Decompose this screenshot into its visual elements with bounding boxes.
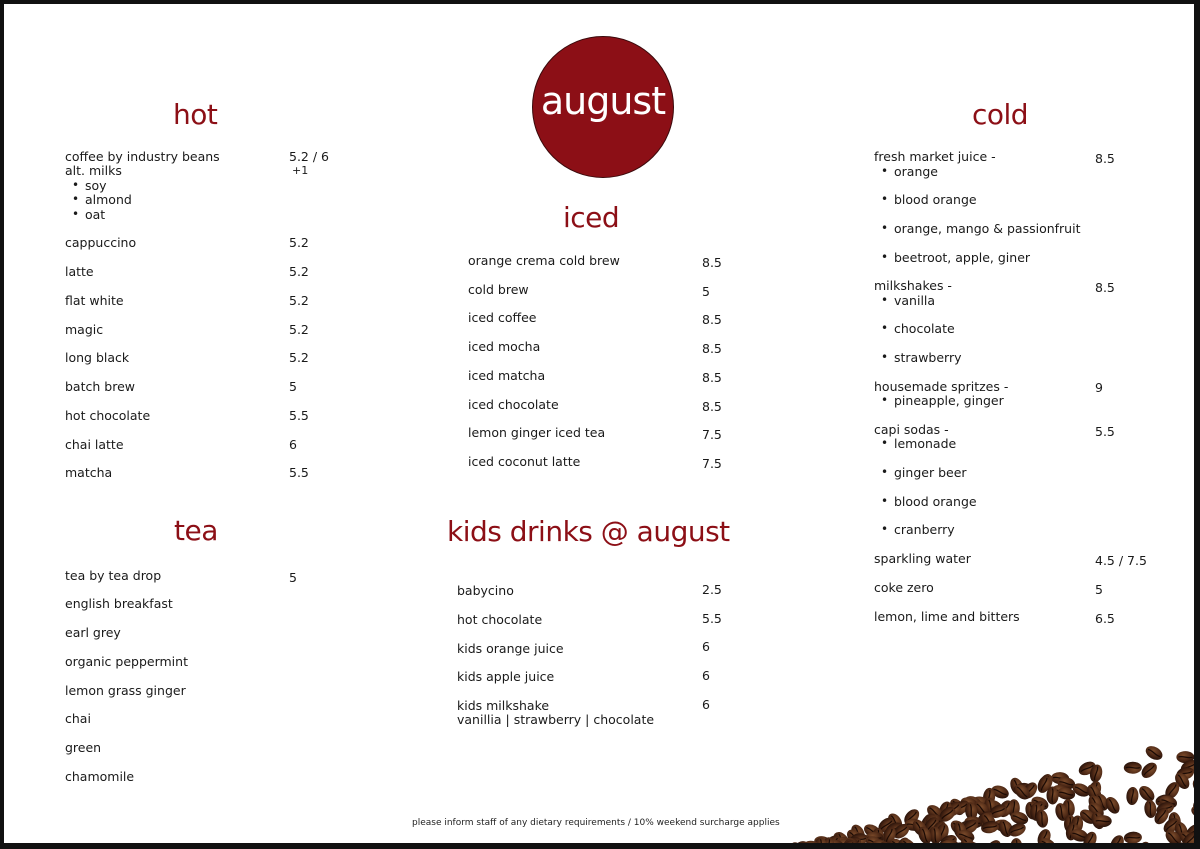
coffee-bean: [1126, 787, 1140, 806]
menu-option: • cranberry: [894, 522, 955, 537]
coffee-bean: [846, 843, 865, 849]
menu-price: 8.5: [702, 370, 722, 385]
cold-heading: cold: [972, 98, 1029, 131]
coffee-beans-image: [784, 724, 1200, 849]
menu-price: 5.2: [289, 235, 309, 250]
menu-price: 8.5: [1095, 151, 1115, 166]
coffee-bean: [1190, 776, 1200, 798]
menu-price: 5.5: [702, 611, 722, 626]
menu-item: housemade spritzes -: [874, 379, 1009, 394]
menu-item: milkshakes -: [874, 278, 952, 293]
menu-price: 5: [1095, 582, 1103, 597]
coffee-bean: [1010, 838, 1022, 849]
menu-item: chai: [65, 711, 91, 726]
coffee-bean: [1124, 831, 1143, 844]
menu-price: 8.5: [1095, 280, 1115, 295]
coffee-bean: [784, 843, 804, 849]
footer-note: please inform staff of any dietary requirements / 10% weekend surcharge applies: [412, 818, 780, 828]
coffee-bean: [1143, 743, 1165, 762]
menu-item: magic: [65, 322, 104, 337]
menu-item: long black: [65, 350, 130, 365]
menu-item: capi sodas -: [874, 422, 949, 437]
menu-option: • oat: [85, 207, 105, 222]
menu-item: iced coffee: [468, 310, 537, 325]
coffee-bean: [840, 844, 861, 849]
hot-heading: hot: [173, 98, 218, 131]
menu-item: iced chocolate: [468, 397, 559, 412]
menu-item: flat white: [65, 293, 124, 308]
menu-item: coke zero: [874, 580, 934, 595]
coffee-bean: [784, 843, 804, 849]
menu-option: • orange: [894, 164, 938, 179]
menu-price: 5.2: [289, 264, 309, 279]
coffee-bean: [1124, 762, 1142, 774]
menu-price: 4.5 / 7.5: [1095, 553, 1147, 568]
menu-option: • beetroot, apple, giner: [894, 250, 1030, 265]
menu-item: babycino: [457, 583, 514, 598]
menu-item: orange crema cold brew: [468, 253, 620, 268]
coffee-bean: [807, 842, 827, 849]
logo-text: august: [540, 79, 666, 123]
menu-option: • vanilla: [894, 293, 935, 308]
menu-price: +1: [292, 164, 309, 177]
menu-item: sparkling water: [874, 551, 971, 566]
menu-price: 5.2: [289, 350, 309, 365]
tea-heading: tea: [174, 514, 218, 547]
coffee-bean: [983, 837, 1003, 849]
menu-price: 8.5: [702, 312, 722, 327]
menu-option: • blood orange: [894, 192, 977, 207]
menu-price: 5: [289, 379, 297, 394]
menu-item: earl grey: [65, 625, 121, 640]
menu-option: • almond: [85, 192, 132, 207]
coffee-bean: [787, 845, 806, 849]
menu-price: 5.2: [289, 293, 309, 308]
menu-item: lemon, lime and bitters: [874, 609, 1020, 624]
coffee-bean: [1136, 783, 1157, 804]
menu-price: 5.2: [289, 322, 309, 337]
menu-option: • orange, mango & passionfruit: [894, 221, 1080, 236]
menu-item: latte: [65, 264, 94, 279]
menu-option: • pineapple, ginger: [894, 393, 1004, 408]
menu-item: organic peppermint: [65, 654, 188, 669]
menu-price: 5: [289, 570, 297, 585]
menu-option: • strawberry: [894, 350, 962, 365]
menu-price: 9: [1095, 380, 1103, 395]
menu-item: alt. milks: [65, 163, 122, 178]
menu-item: kids milkshake: [457, 698, 550, 713]
coffee-bean: [788, 840, 808, 849]
menu-price: 5: [702, 284, 710, 299]
coffee-bean: [807, 843, 829, 849]
menu-price: 6.5: [1095, 611, 1115, 626]
coffee-bean: [807, 843, 825, 849]
menu-item: iced coconut latte: [468, 454, 581, 469]
menu-item: fresh market juice -: [874, 149, 996, 164]
coffee-bean: [1094, 815, 1112, 827]
menu-item: green: [65, 740, 102, 755]
menu-item: hot chocolate: [457, 612, 543, 627]
menu-price: 5.2 / 6: [289, 149, 329, 164]
menu-option: • blood orange: [894, 494, 977, 509]
coffee-bean: [1139, 760, 1160, 781]
menu-item: chamomile: [65, 769, 135, 784]
august-logo: [532, 36, 674, 178]
coffee-bean: [1035, 827, 1053, 848]
menu-price: 6: [702, 697, 710, 712]
menu-price: 5.5: [289, 465, 309, 480]
menu-price: 8.5: [702, 341, 722, 356]
menu-item: cold brew: [468, 282, 529, 297]
menu-option: • chocolate: [894, 321, 955, 336]
coffee-bean: [1108, 833, 1127, 849]
coffee-bean: [790, 839, 809, 849]
coffee-bean: [797, 844, 815, 849]
menu-item: tea by tea drop: [65, 568, 162, 583]
menu-price: 6: [702, 639, 710, 654]
coffee-bean: [810, 842, 830, 849]
coffee-bean: [796, 838, 816, 849]
menu-price: 7.5: [702, 427, 722, 442]
menu-item: kids apple juice: [457, 669, 555, 684]
menu-option: • soy: [85, 178, 107, 193]
coffee-bean: [1190, 803, 1200, 820]
menu-price: 5.5: [289, 408, 309, 423]
menu-price: 2.5: [702, 582, 722, 597]
menu-price: 5.5: [1095, 424, 1115, 439]
menu-item: chai latte: [65, 437, 124, 452]
coffee-bean: [885, 842, 906, 849]
menu-item-detail: vanillia | strawberry | chocolate: [457, 712, 655, 727]
menu-price: 6: [702, 668, 710, 683]
menu-price: 7.5: [702, 456, 722, 471]
kids-heading: kids drinks @ august: [447, 515, 730, 548]
menu-price: 8.5: [702, 399, 722, 414]
iced-heading: iced: [563, 201, 620, 234]
menu-price: 8.5: [702, 255, 722, 270]
menu-option: • ginger beer: [894, 465, 967, 480]
menu-item: batch brew: [65, 379, 135, 394]
menu-option: • lemonade: [894, 436, 956, 451]
menu-item: matcha: [65, 465, 113, 480]
menu-item: english breakfast: [65, 596, 173, 611]
menu-item: cappuccino: [65, 235, 137, 250]
menu-item: lemon grass ginger: [65, 683, 186, 698]
menu-item: iced mocha: [468, 339, 541, 354]
menu-item: lemon ginger iced tea: [468, 425, 606, 440]
menu-item: hot chocolate: [65, 408, 151, 423]
menu-item: iced matcha: [468, 368, 546, 383]
menu-item: kids orange juice: [457, 641, 564, 656]
menu-price: 6: [289, 437, 297, 452]
menu-item: coffee by industry beans: [65, 149, 220, 164]
